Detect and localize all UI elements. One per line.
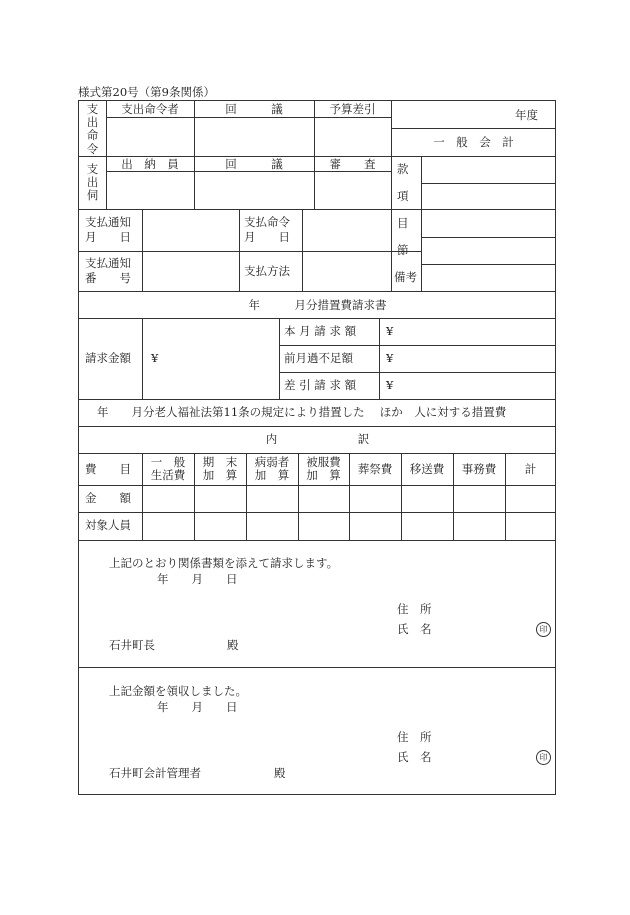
row-ninzu-label: 対象人員	[85, 518, 131, 532]
tsuchi-date-label-2: 月 日	[85, 230, 131, 244]
tsuchi-no-label-2: 番 号	[85, 271, 131, 285]
kou-label: 項	[397, 189, 409, 203]
request-name-label: 氏 名	[397, 622, 432, 636]
tsuchi-date-label-1: 支払通知	[85, 215, 131, 229]
law-line: 年 月分老人福祉法第11条の規定により措置した ほか 人に対する措置費	[97, 405, 507, 419]
request-seal-icon: 印	[536, 622, 551, 637]
col-kimatsu-kasan: 期 末 加 算	[202, 455, 238, 483]
setsu-label: 節	[397, 243, 409, 257]
kaigi-header-1: 回 議	[225, 102, 283, 116]
tsuchi-no-label-1: 支払通知	[85, 256, 131, 270]
ippan-kaikei-label: 一 般 会 計	[433, 135, 514, 149]
seikyu-kingaku-label: 請求金額	[85, 351, 131, 365]
receipt-addressee: 石井町会計管理者	[109, 766, 201, 780]
hiimoku-label: 費 目	[85, 462, 131, 476]
receipt-text: 上記金額を領収しました。	[109, 684, 247, 698]
request-addressee: 石井町長	[109, 638, 155, 652]
meirei-date-label-2: 月 日	[244, 230, 290, 244]
receipt-address-label: 住 所	[397, 730, 432, 744]
receipt-date: 年 月 日	[157, 700, 238, 714]
receipt-dono: 殿	[274, 766, 286, 780]
shishutsu-ukagai-label: 支 出 伺	[86, 162, 99, 203]
diff-label: 差 引 請 求 額	[284, 378, 357, 392]
honthly-yen: ¥	[386, 324, 394, 338]
request-text: 上記のとおり関係書類を添えて請求します。	[109, 556, 339, 570]
shishutsu-meirei-label: 支 出 命 令	[86, 102, 99, 156]
nendo-label: 年度	[515, 108, 538, 122]
col-ippan-seikatsuhi: 一 般 生活費	[150, 455, 186, 483]
receipt-seal-icon: 印	[536, 750, 551, 765]
shinsa-header: 審 査	[329, 157, 376, 171]
request-dono: 殿	[227, 638, 239, 652]
bikou-label: 備考	[394, 270, 417, 284]
prev-label: 前月過不足額	[284, 351, 353, 365]
form-caption: 様式第20号（第9条関係）	[78, 85, 215, 99]
honthly-label: 本 月 請 求 額	[284, 324, 357, 338]
diff-yen: ¥	[386, 378, 394, 392]
suitoin-header: 出 納 員	[121, 157, 179, 171]
kaigi-header-2: 回 議	[225, 157, 283, 171]
meirei-date-label-1: 支払命令	[244, 215, 290, 229]
form-frame	[78, 100, 556, 795]
col-kei: 計	[524, 462, 537, 476]
invoice-title: 年 月分措置費請求書	[248, 298, 387, 312]
kan-label: 款	[397, 162, 409, 176]
col-isouhi: 移送費	[409, 462, 445, 476]
houhou-label: 支払方法	[244, 264, 290, 278]
col-sousaihi: 葬祭費	[357, 462, 393, 476]
seikyu-yen: ¥	[151, 351, 159, 365]
receipt-name-label: 氏 名	[397, 750, 432, 764]
moku-label: 目	[397, 216, 409, 230]
col-byojakusha-kasan: 病弱者 加 算	[254, 455, 290, 483]
col-hifukuhi-kasan: 被服費 加 算	[306, 455, 341, 483]
request-address-label: 住 所	[397, 602, 432, 616]
prev-yen: ¥	[386, 351, 394, 365]
row-kingaku-label: 金 額	[85, 491, 131, 505]
request-date: 年 月 日	[157, 572, 238, 586]
col-jimuhi: 事務費	[461, 462, 497, 476]
meireisha-header: 支出命令者	[121, 102, 179, 116]
yosan-sashihiki-header: 予算差引	[329, 102, 376, 116]
breakdown-title: 内 訳	[265, 432, 370, 446]
